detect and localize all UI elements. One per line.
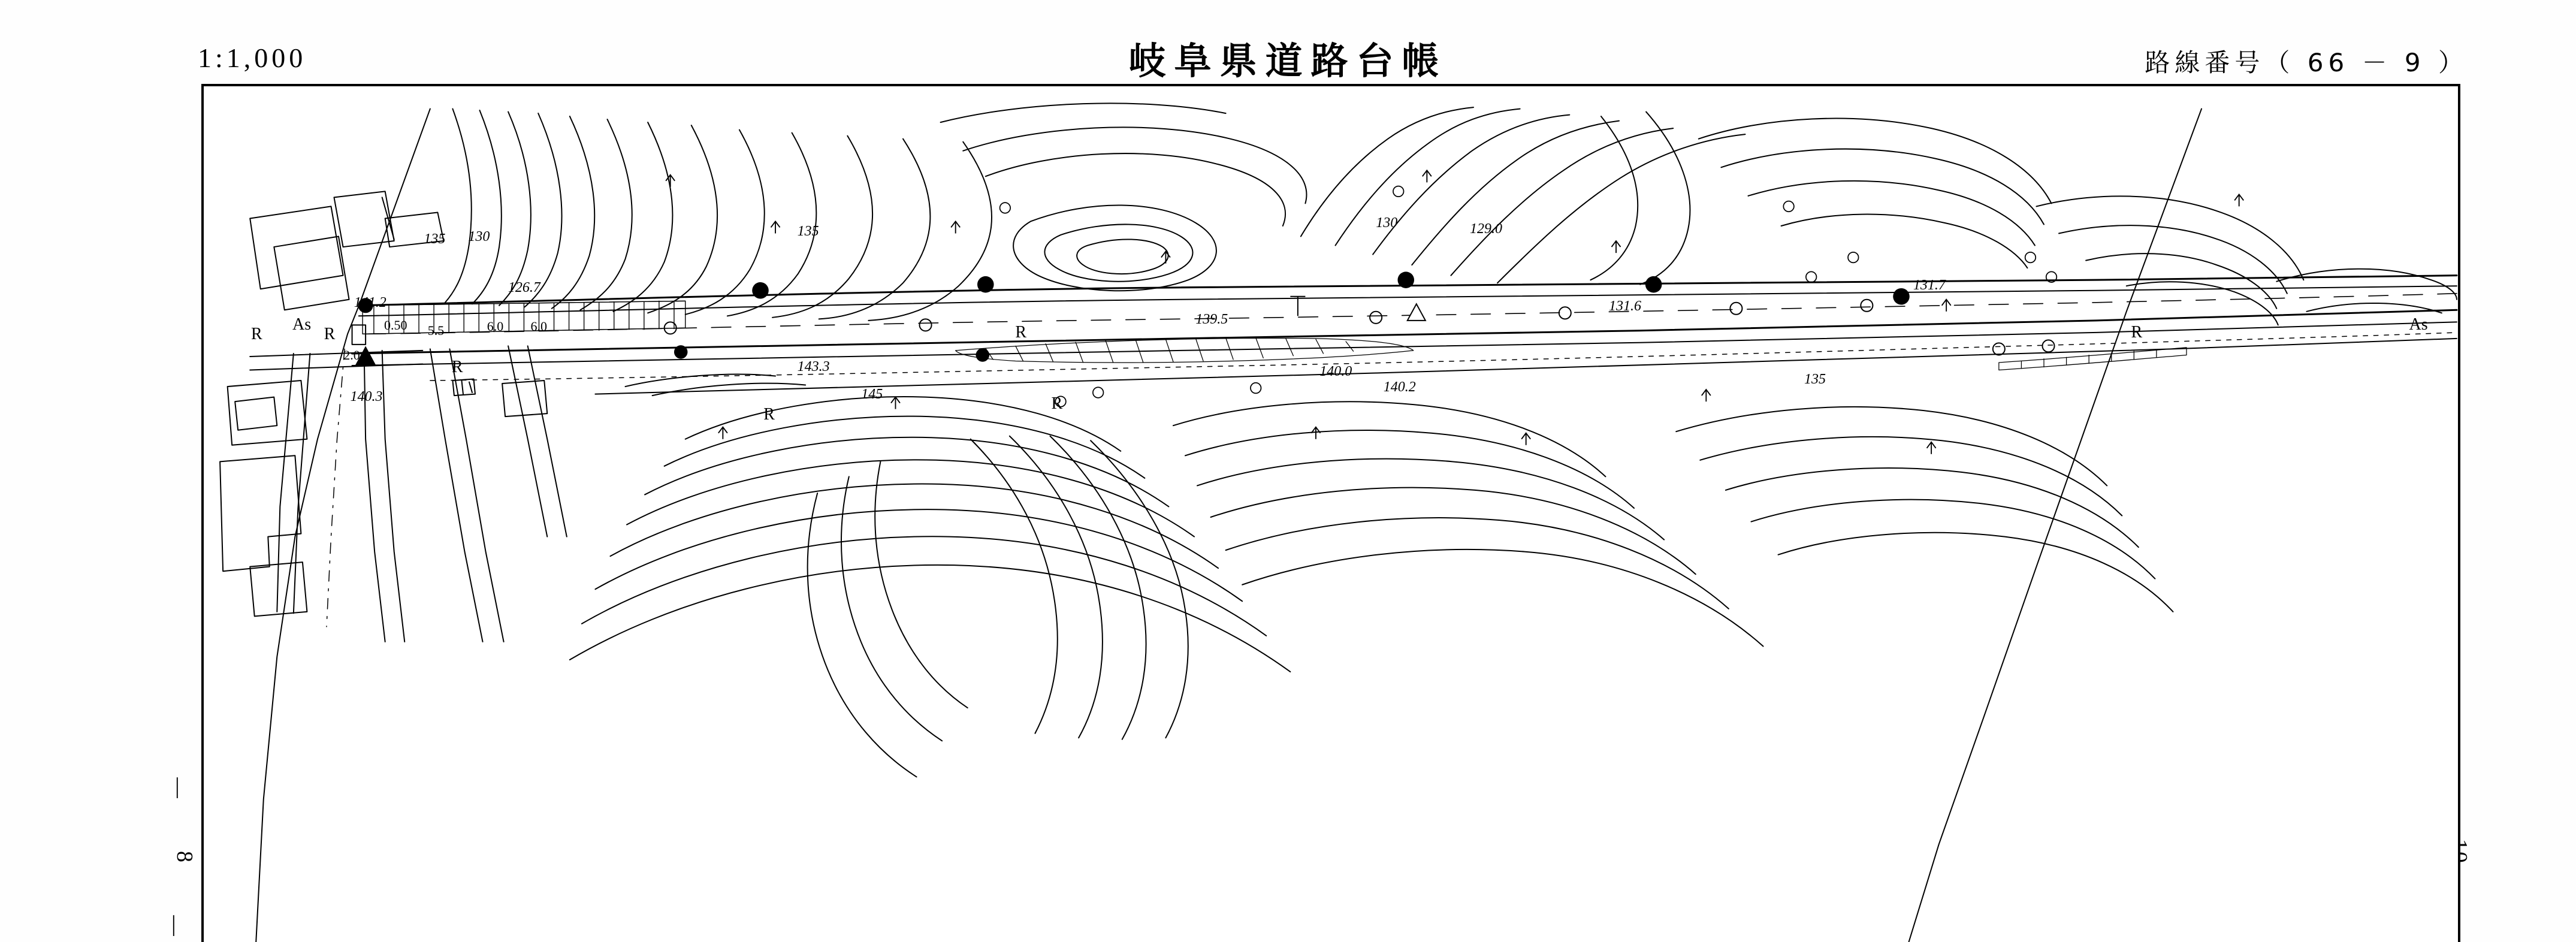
surface-label-5: R: [2131, 322, 2143, 342]
surface-label-3: R: [324, 325, 336, 344]
surface-label-2: R: [251, 325, 262, 344]
left-index-bottom: |: [171, 911, 177, 937]
spot-height-label-12: 140.2: [1383, 379, 1416, 395]
spot-height-label-9: 139.5: [1195, 311, 1228, 327]
left-index-top: |: [175, 774, 181, 799]
dimension-label-1: 6.0: [487, 319, 504, 334]
spot-height-label-14: 135: [1804, 372, 1826, 387]
cadastral-map-drawing: [204, 86, 2458, 942]
dimension-label-4: 0.50: [383, 317, 407, 333]
spot-height-label-10: 143.3: [797, 358, 830, 375]
surface-label-0: As: [292, 315, 312, 334]
surface-label-7: R: [763, 405, 775, 424]
left-index-number: 8: [172, 851, 197, 864]
spot-height-label-4: 135: [797, 224, 819, 240]
spot-height-label-1: 126.7: [508, 280, 540, 296]
surface-label-8: R: [1051, 394, 1063, 413]
spot-height-label-3: 130: [468, 229, 490, 244]
route-number-label: 路線番号（ 66 － 9 ）: [2145, 48, 2468, 77]
surface-label-4: R: [1015, 322, 1026, 342]
scale-label: 1:1,000: [198, 43, 307, 73]
spot-height-label-6: 129.0: [1469, 221, 1502, 237]
spot-height-label-2: 135: [424, 231, 446, 247]
spot-height-label-0: 141.2: [354, 295, 386, 311]
page-title: 岐阜県道路台帳: [1128, 39, 1448, 83]
spot-height-label-15: 140.3: [350, 388, 383, 404]
surface-label-1: As: [2409, 315, 2428, 334]
dimension-label-0: 5.5: [427, 322, 445, 338]
spot-height-label-11: 140.0: [1319, 364, 1352, 380]
surface-label-6: R: [451, 358, 463, 377]
dimension-label-3: 2.0: [343, 347, 360, 363]
spot-height-label-5: 130: [1376, 215, 1398, 231]
spot-height-label-8: 131.6: [1608, 298, 1641, 315]
spot-height-label-7: 131.7: [1913, 277, 1946, 294]
dimension-label-2: 6.0: [530, 319, 547, 334]
vegetation-symbols: [666, 170, 2243, 454]
map-frame: [201, 84, 2460, 942]
spot-height-label-13: 145: [861, 387, 883, 403]
